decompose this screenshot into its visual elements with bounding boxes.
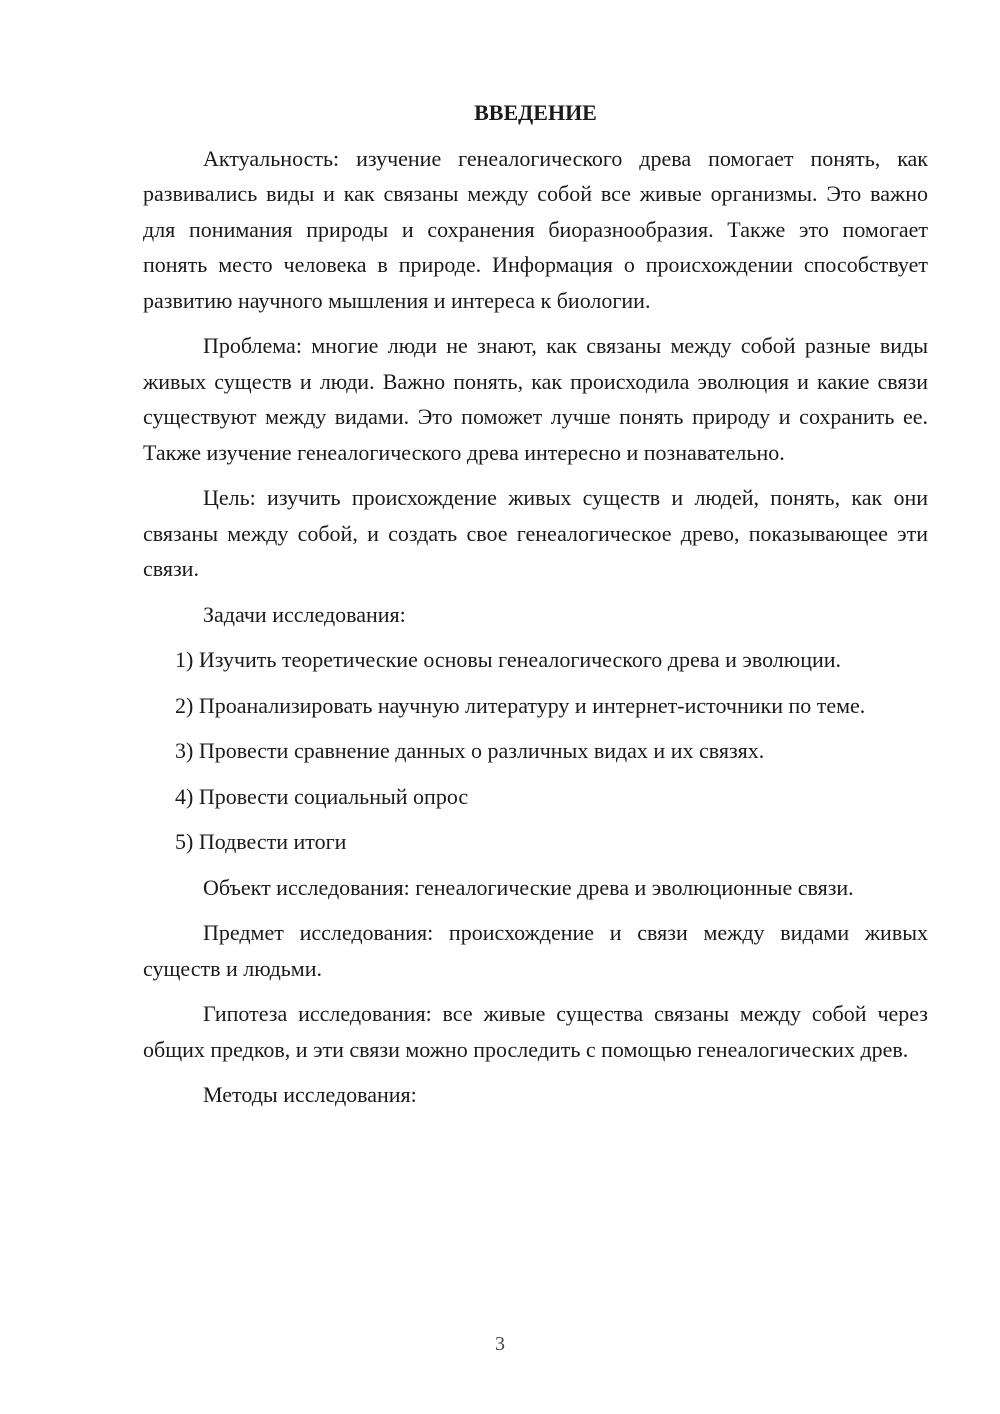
section-title: ВВЕДЕНИЕ [474,100,597,125]
paragraph-goal: Цель: изучить происхождение живых существ и людей, понять, как они связаны между собой, и создать свое генеалогическое древо, показывающее эти связи. [143,485,928,581]
page-number: 3 [495,1333,505,1355]
paragraph-object: Объект исследования: генеалогические древа и эволюционные связи. [203,874,854,900]
task-item-4: 4) Провести социальный опрос [175,783,469,809]
task-item-2: 2) Проанализировать научную литературу и интернет-источники по теме. [175,692,866,718]
document-page [143,95,928,1123]
paragraph-relevance: Актуальность: изучение генеалогического древа помогает понять, как развивались виды и как связаны между собой все живые организмы. Это важно для понимания природы и сохранения биоразнообразия. Также это помогает понять место человека в природе. Информация о происхождении способствует развитию научного мышления и интереса к биологии. [143,145,928,313]
task-item-5: 5) Подвести итоги [175,829,347,854]
paragraph-problem: Проблема: многие люди не знают, как связаны между собой разные виды живых существ и люди. Важно понять, как происходила эволюция и какие связи существуют между видами. Это поможет лучше понять природу и сохранить ее. Также изучение генеалогического древа интересно и познавательно. [143,333,928,465]
task-item-3: 3) Провести сравнение данных о различных видах и их связях. [175,738,765,763]
methods-heading: Методы исследования: [203,1082,417,1107]
paragraph-hypothesis: Гипотеза исследования: все живые существа связаны между собой через общих предков, и эти связи можно проследить с помощью генеалогических древ. [143,1001,928,1062]
task-item-1: 1) Изучить теоретические основы генеалогического древа и эволюции. [175,647,842,672]
paragraph-subject: Предмет исследования: происхождение и связи между видами живых существ и людьми. [143,920,928,981]
tasks-heading: Задачи исследования: [203,601,406,627]
